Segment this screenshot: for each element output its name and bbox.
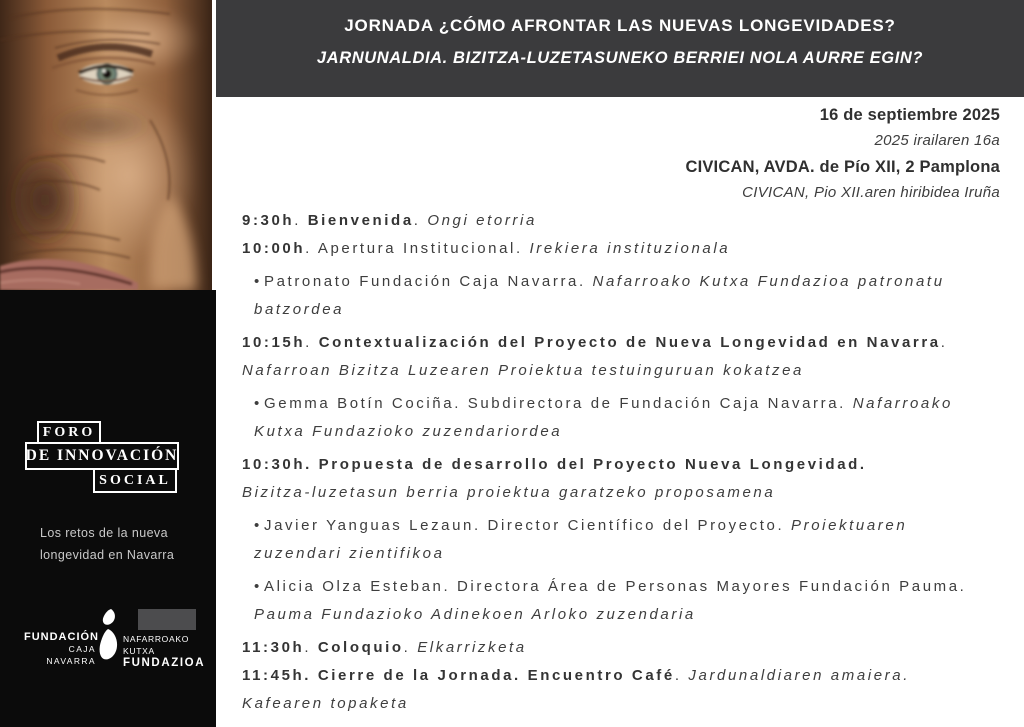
fcn-right-line2: FUNDAZIOA xyxy=(123,657,206,669)
schedule-segment: . Apertura Institucional. xyxy=(305,240,530,257)
event-venue-basque: CIVICAN, Pio XII.aren hiribidea Iruña xyxy=(742,184,1000,201)
bullet-icon: • xyxy=(254,517,260,534)
fcn-right-line1: NAFARROAKO KUTXA xyxy=(123,634,190,656)
schedule-line xyxy=(242,357,1024,385)
schedule-line xyxy=(242,512,1024,540)
schedule-segment: Contextualización del Proyecto de Nueva Longevidad en Navarra xyxy=(318,334,941,351)
schedule-segment: . xyxy=(940,334,948,351)
schedule-segment: Nafarroan Bizitza Luzearen Proiektua testuinguruan kokatzea xyxy=(242,362,804,379)
schedule-segment: Nafarroako xyxy=(852,395,953,412)
schedule-line xyxy=(242,451,1024,479)
fcn-logo-spanish-text xyxy=(24,631,99,667)
schedule-segment: . xyxy=(294,212,308,229)
schedule-segment: Javier Yanguas Lezaun. Director Científico del Proyecto. xyxy=(264,517,792,534)
schedule-segment: 9:30h xyxy=(242,212,295,229)
schedule-segment: . xyxy=(403,639,418,656)
event-venue-spanish: CIVICAN, AVDA. de Pío XII, 2 Pamplona xyxy=(685,158,1000,176)
schedule-segment: . xyxy=(674,667,689,684)
schedule-line xyxy=(242,329,1024,357)
foro-logo-line1: FORO xyxy=(42,424,96,440)
fcn-left-line1: FUNDACIÓN xyxy=(24,631,99,643)
schedule-segment: 10:15h xyxy=(242,334,306,351)
program-content xyxy=(216,97,1024,727)
schedule-segment: 10:00h xyxy=(242,240,306,257)
schedule-segment: Kutxa Fundazioko zuzendariordea xyxy=(254,423,563,440)
tagline-line1: Los retos de la nueva xyxy=(40,526,168,540)
schedule-segment: 11:30h xyxy=(242,639,305,656)
event-title-spanish: JORNADA ¿CÓMO AFRONTAR LAS NUEVAS LONGEVIDADES? xyxy=(344,16,896,35)
schedule-line xyxy=(242,268,1024,296)
bullet-icon: • xyxy=(254,395,260,412)
elderly-face-photo xyxy=(0,0,216,290)
schedule-line xyxy=(242,690,1024,718)
bullet-icon: • xyxy=(254,578,260,595)
foro-logo-line2: DE INNOVACIÓN xyxy=(25,447,179,464)
fcn-left-line2: CAJA NAVARRA xyxy=(46,644,96,666)
event-title-basque: JARNUNALDIA. BIZITZA-LUZETASUNEKO BERRIEI NOLA AURRE EGIN? xyxy=(316,49,924,67)
fundacion-caja-navarra-logo xyxy=(0,600,216,690)
schedule-segment: . xyxy=(305,334,319,351)
schedule-list xyxy=(242,207,1024,718)
schedule-segment: Irekiera instituzionala xyxy=(529,240,731,257)
title-banner xyxy=(216,0,1024,97)
elderly-face-illustration xyxy=(0,0,212,290)
sidebar-tagline xyxy=(40,522,174,566)
schedule-line xyxy=(242,540,1024,568)
schedule-segment: . xyxy=(304,639,318,656)
schedule-line xyxy=(242,662,1024,690)
schedule-line xyxy=(242,601,1024,629)
schedule-segment: 10:30h. Propuesta de desarrollo del Proyecto Nueva Longevidad. xyxy=(242,456,867,473)
drop-swirl-icon xyxy=(97,608,121,670)
event-date-basque: 2025 irailaren 16a xyxy=(874,132,1000,149)
schedule-segment: Elkarrizketa xyxy=(417,639,527,656)
event-info-block xyxy=(216,102,1000,206)
schedule-segment: Kafearen topaketa xyxy=(242,695,409,712)
schedule-segment: Alicia Olza Esteban. Directora Área de Personas Mayores Fundación Pauma. xyxy=(264,578,967,595)
event-date-spanish: 16 de septiembre 2025 xyxy=(819,106,1000,124)
schedule-line xyxy=(242,235,1024,263)
foro-logo-line3: SOCIAL xyxy=(99,472,171,488)
schedule-segment: Pauma Fundazioko Adinekoen Arloko zuzendaria xyxy=(254,606,696,623)
schedule-line xyxy=(242,634,1024,662)
schedule-segment: Bizitza-luzetasun berria proiektua garatzeko proposamena xyxy=(242,484,776,501)
schedule-line xyxy=(242,207,1024,235)
schedule-segment: Ongi etorria xyxy=(427,212,537,229)
foro-logo-box-1 xyxy=(37,421,101,444)
sidebar xyxy=(0,0,216,727)
foro-logo-box-3 xyxy=(93,468,177,493)
schedule-segment: Coloquio xyxy=(317,639,404,656)
schedule-segment: zuzendari zientifikoa xyxy=(254,545,445,562)
schedule-line xyxy=(242,573,1024,601)
schedule-line xyxy=(242,418,1024,446)
schedule-segment: Patronato Fundación Caja Navarra. xyxy=(264,273,593,290)
schedule-segment: Bienvenida xyxy=(307,212,414,229)
schedule-segment: Jardunaldiaren amaiera. xyxy=(688,667,910,684)
fcn-logo-basque-text xyxy=(123,633,216,669)
tagline-line2: longevidad en Navarra xyxy=(40,548,175,562)
schedule-line xyxy=(242,390,1024,418)
schedule-segment: . xyxy=(413,212,428,229)
schedule-line xyxy=(242,479,1024,507)
bullet-icon: • xyxy=(254,273,260,290)
schedule-segment: Proiektuaren xyxy=(791,517,908,534)
logo-gray-box xyxy=(138,609,196,630)
schedule-segment: batzordea xyxy=(254,301,345,318)
foro-logo-box-2 xyxy=(25,442,179,470)
schedule-segment: Nafarroako Kutxa Fundazioa patronatu xyxy=(592,273,945,290)
schedule-line xyxy=(242,296,1024,324)
schedule-segment: 11:45h. Cierre de la Jornada. Encuentro Café xyxy=(242,667,675,684)
schedule-segment: Gemma Botín Cociña. Subdirectora de Fundación Caja Navarra. xyxy=(264,395,853,412)
